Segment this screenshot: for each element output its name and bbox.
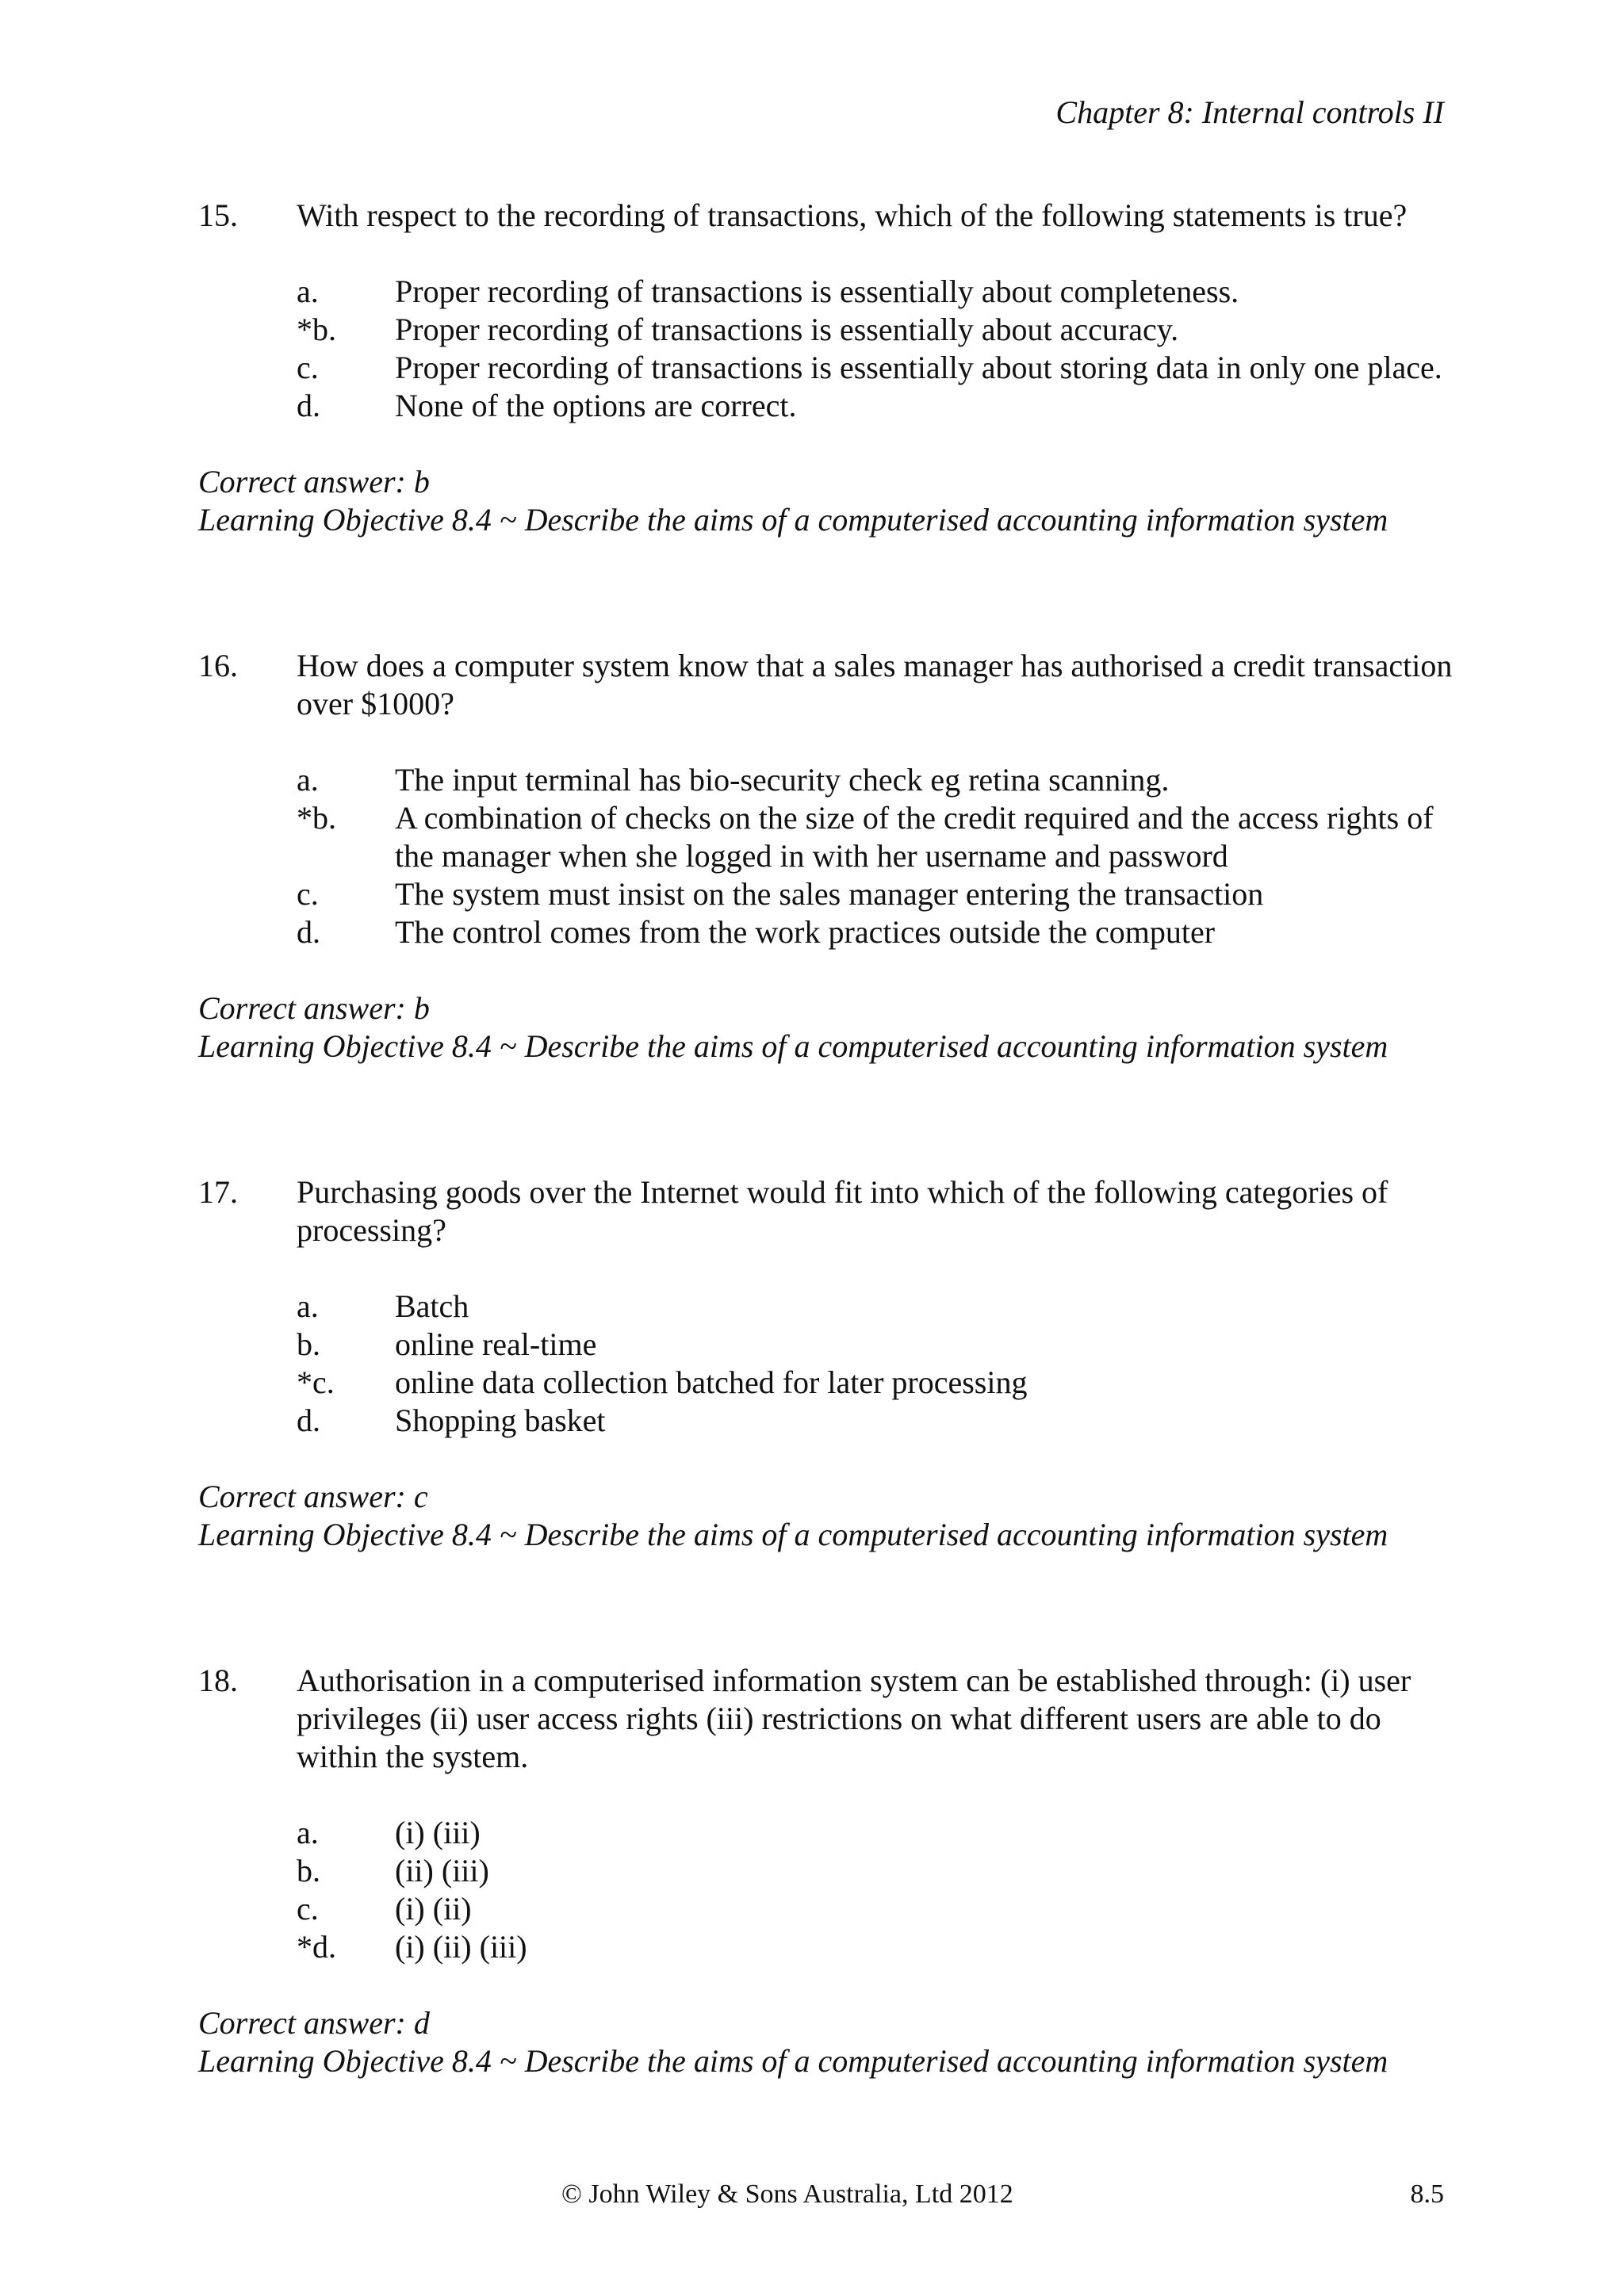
answer-options: [297, 1814, 1459, 1966]
option-c: [297, 875, 1459, 913]
option-c: [297, 1364, 1459, 1402]
option-d: [297, 1402, 1459, 1440]
option-text: Proper recording of transactions is essentially about accuracy.: [395, 312, 1179, 347]
answer-block: [198, 2004, 1459, 2080]
option-c: [297, 1890, 1459, 1928]
option-text: A combination of checks on the size of the credit required and the access rights of the manager when she logged in with her username and password: [395, 800, 1434, 874]
correct-answer: Correct answer: d: [198, 2005, 430, 2041]
option-letter: d.: [297, 388, 320, 423]
option-b: [297, 1852, 1459, 1890]
option-text: (ii) (iii): [395, 1853, 489, 1888]
option-letter: *d.: [297, 1929, 336, 1965]
answer-options: [297, 1288, 1459, 1440]
option-letter: c.: [297, 1891, 319, 1927]
option-letter: a.: [297, 274, 319, 309]
chapter-header: Chapter 8: Internal controls II: [1055, 94, 1444, 130]
option-letter: *c.: [297, 1364, 335, 1400]
question-17: [198, 1173, 1459, 1554]
option-text: The control comes from the work practices outside the computer: [395, 914, 1216, 950]
question-number: 16.: [198, 648, 238, 683]
option-letter: *b.: [297, 312, 336, 347]
question-16: [198, 647, 1459, 1066]
question-text: With respect to the recording of transactions, which of the following statements is true?: [297, 197, 1408, 233]
answer-block: [198, 463, 1459, 539]
question-text: How does a computer system know that a sales manager has authorised a credit transaction over $1000?: [297, 648, 1453, 721]
question-list: [198, 197, 1459, 2080]
option-text: online data collection batched for later processing: [395, 1364, 1028, 1400]
option-letter: d.: [297, 1402, 320, 1438]
option-a: [297, 761, 1459, 799]
option-letter: c.: [297, 350, 319, 385]
question-text: Purchasing goods over the Internet would fit into which of the following categories of processing?: [297, 1174, 1388, 1248]
page-number: 8.5: [1410, 2179, 1444, 2209]
question-15: [198, 197, 1459, 539]
question-number: 15.: [198, 197, 238, 233]
learning-objective: Learning Objective 8.4 ~ Describe the aims of a computerised accounting information system: [198, 2043, 1388, 2079]
copyright-notice: © John Wiley & Sons Australia, Ltd 2012: [561, 2179, 1013, 2209]
option-text: None of the options are correct.: [395, 388, 797, 423]
answer-options: [297, 761, 1459, 951]
option-letter: a.: [297, 1815, 319, 1850]
option-letter: b.: [297, 1853, 320, 1888]
option-b: [297, 799, 1459, 875]
answer-options: [297, 273, 1459, 425]
correct-answer: Correct answer: c: [198, 1479, 428, 1514]
option-d: [297, 1928, 1459, 1966]
option-text: Proper recording of transactions is essentially about completeness.: [395, 274, 1239, 309]
option-letter: a.: [297, 1288, 319, 1324]
option-text: (i) (iii): [395, 1815, 481, 1850]
correct-answer: Correct answer: b: [198, 990, 430, 1026]
option-b: [297, 1326, 1459, 1364]
option-text: online real-time: [395, 1326, 597, 1362]
option-letter: a.: [297, 762, 319, 798]
question-text: Authorisation in a computerised information system can be established through: (i) user privileges (ii) user access rights (iii) restrictions on what different users are able to do within the system.: [297, 1663, 1411, 1774]
option-letter: *b.: [297, 800, 336, 836]
option-text: (i) (ii): [395, 1891, 472, 1927]
option-text: (i) (ii) (iii): [395, 1929, 527, 1965]
option-letter: b.: [297, 1326, 320, 1362]
option-a: [297, 1288, 1459, 1326]
correct-answer: Correct answer: b: [198, 464, 430, 499]
option-text: The system must insist on the sales manager entering the transaction: [395, 876, 1264, 912]
option-letter: c.: [297, 876, 319, 912]
learning-objective: Learning Objective 8.4 ~ Describe the aims of a computerised accounting information system: [198, 1028, 1388, 1064]
option-text: The input terminal has bio-security check eg retina scanning.: [395, 762, 1170, 798]
option-a: [297, 1814, 1459, 1852]
answer-block: [198, 1478, 1459, 1554]
option-letter: d.: [297, 914, 320, 950]
question-18: [198, 1662, 1459, 2080]
option-text: Shopping basket: [395, 1402, 606, 1438]
option-c: [297, 349, 1459, 387]
option-text: Batch: [395, 1288, 469, 1324]
answer-block: [198, 989, 1459, 1066]
option-a: [297, 273, 1459, 311]
learning-objective: Learning Objective 8.4 ~ Describe the aims of a computerised accounting information system: [198, 1517, 1388, 1552]
option-d: [297, 913, 1459, 951]
option-text: Proper recording of transactions is essentially about storing data in only one place.: [395, 350, 1442, 385]
question-number: 18.: [198, 1663, 238, 1698]
option-b: [297, 311, 1459, 349]
learning-objective: Learning Objective 8.4 ~ Describe the aims of a computerised accounting information system: [198, 502, 1388, 538]
question-number: 17.: [198, 1174, 238, 1210]
option-d: [297, 387, 1459, 425]
